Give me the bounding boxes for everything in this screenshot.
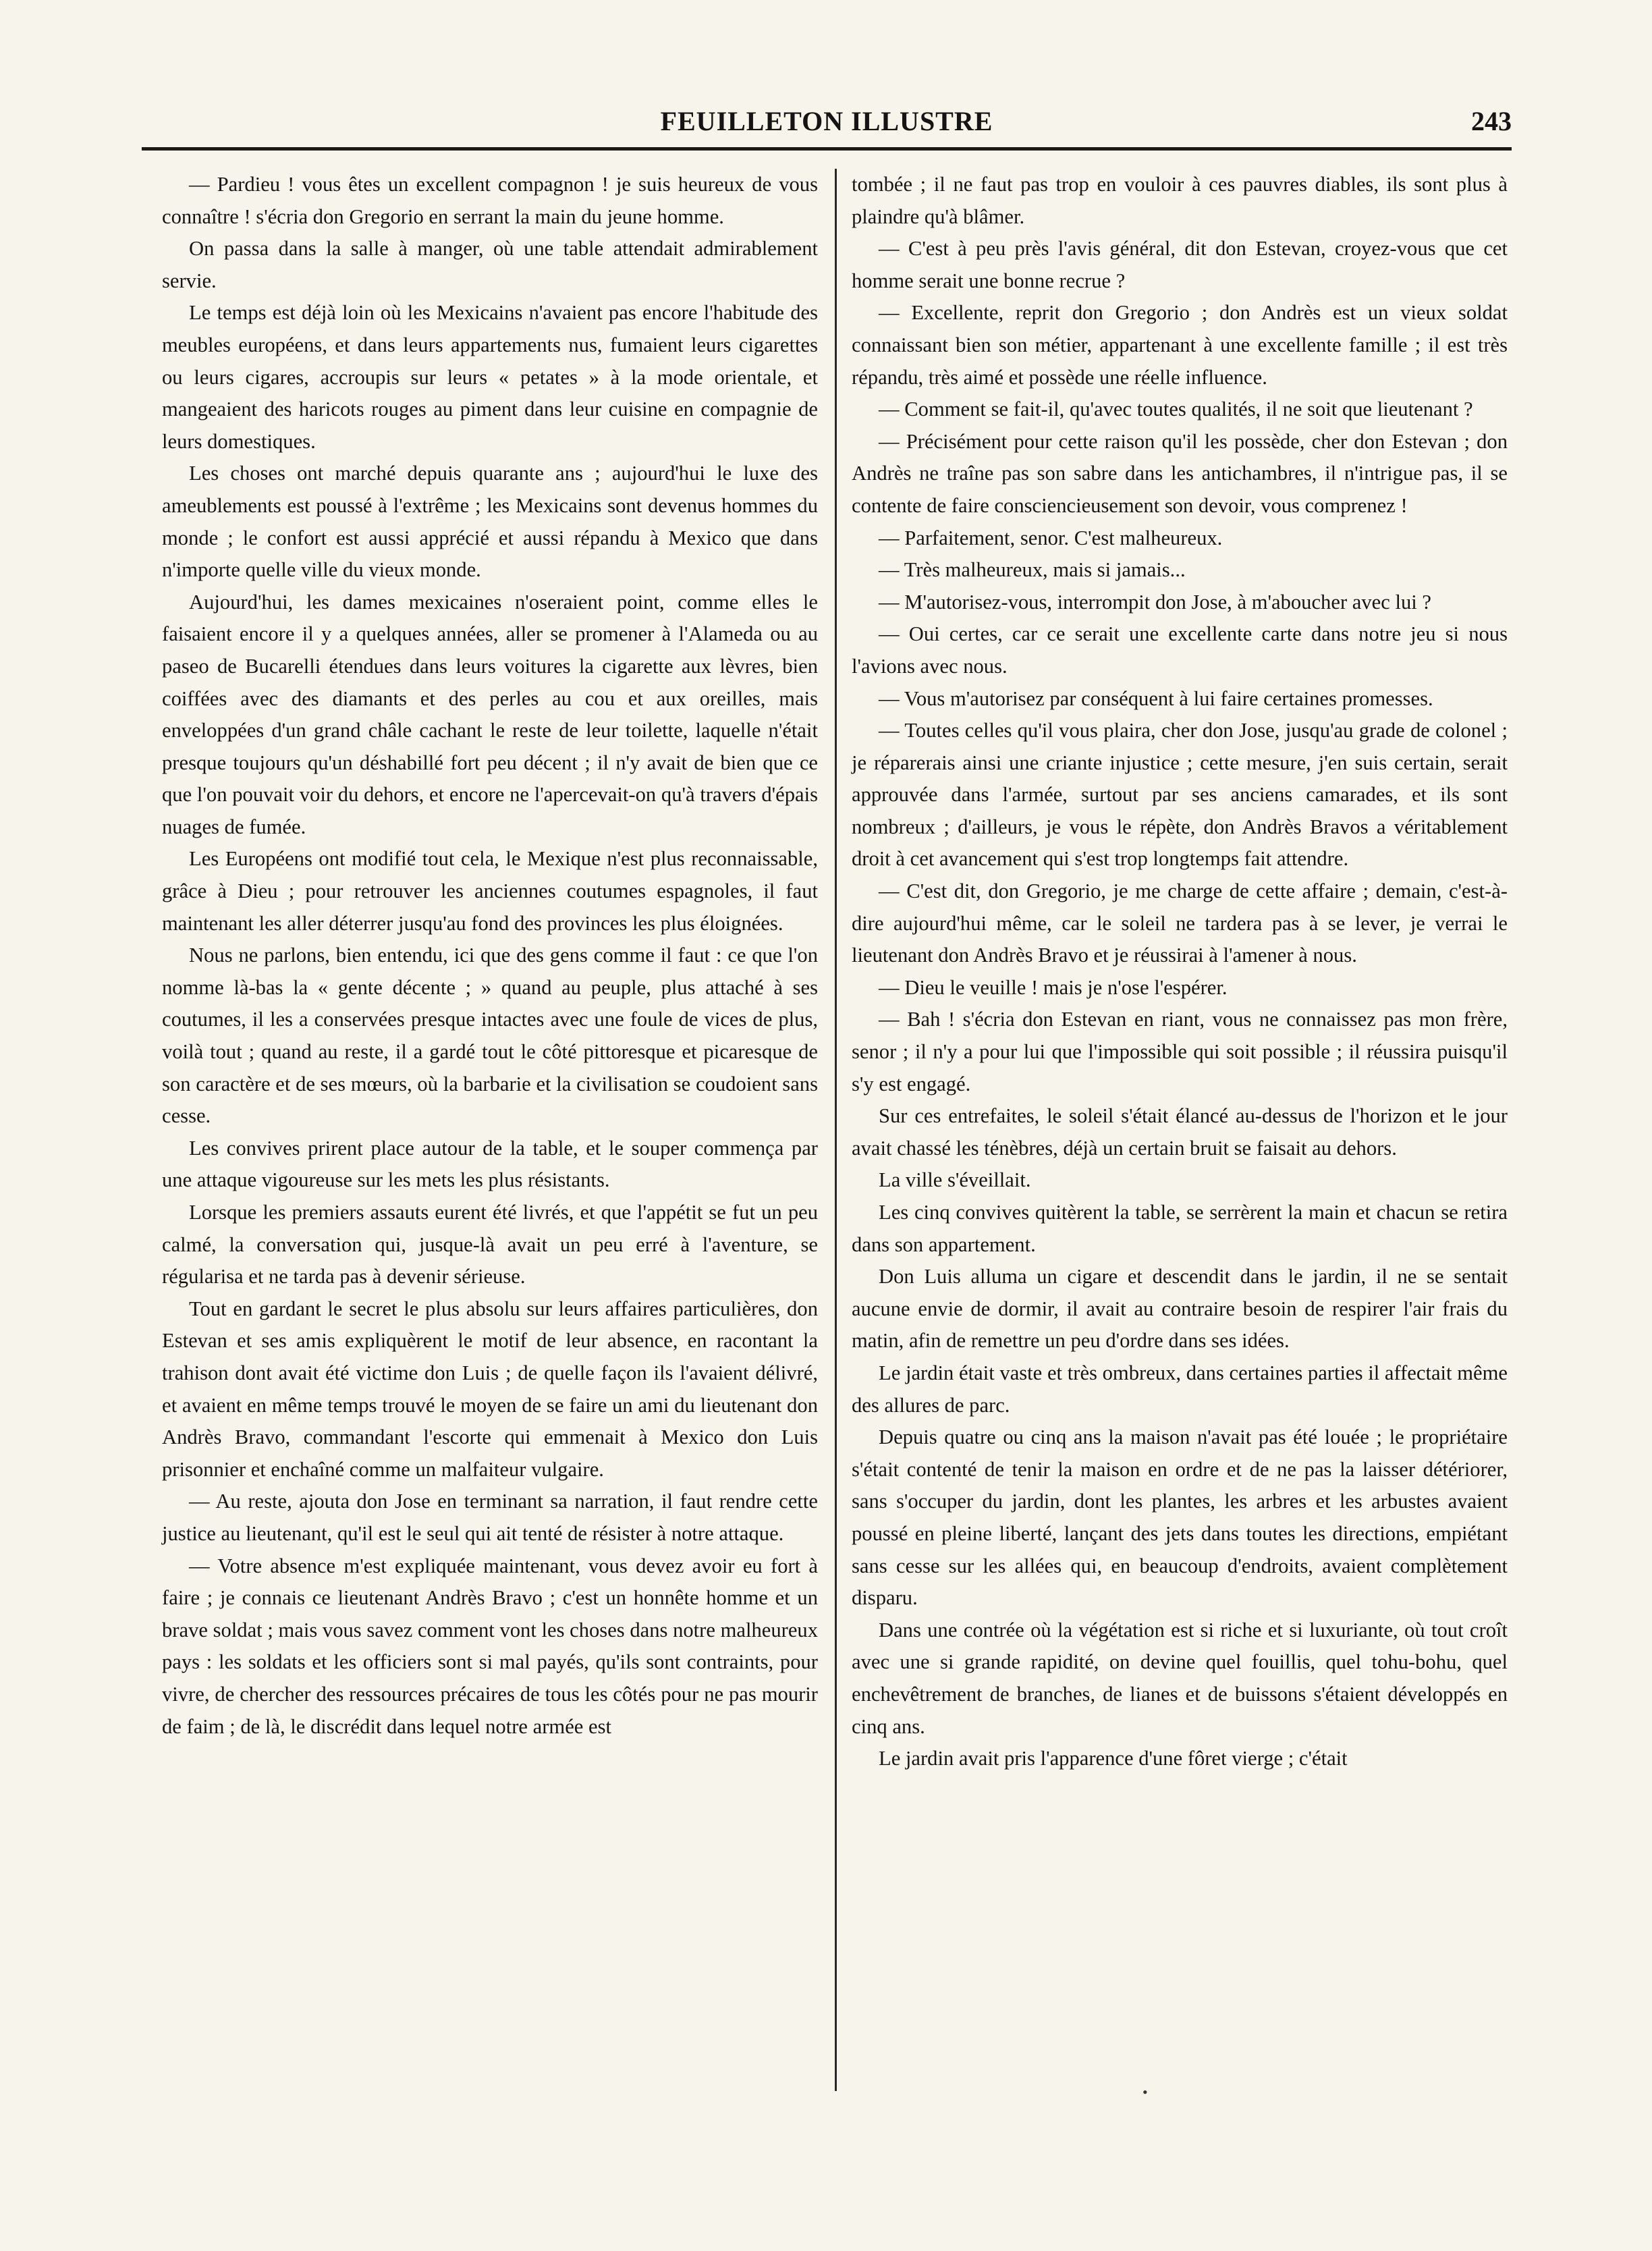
paragraph: Le jardin avait pris l'apparence d'une fôret vierge ; c'était [879, 1747, 1348, 1770]
paragraph: — M'autorisez-vous, interrompit don Jose, à m'aboucher avec lui ? [879, 590, 1431, 614]
paragraph: — Pardieu ! vous êtes un excellent compagnon ! je suis heureux de vous connaître ! s'écria don Gregorio en serrant la main du jeune homme. [162, 173, 818, 228]
paragraph: — Dieu le veuille ! mais je n'ose l'espérer. [879, 975, 1228, 999]
paragraph: — Bah ! s'écria don Estevan en riant, vous ne connaissez pas mon frère, senor ; il n'y a pour lui que l'impossible qui soit possible ; il réussira puisqu'il s'y est engagé. [852, 1008, 1508, 1095]
paragraph: La ville s'éveillait. [879, 1168, 1031, 1192]
paragraph: Don Luis alluma un cigare et descendit dans le jardin, il ne se sentait aucune envie de dormir, il avait au contraire besoin de respirer l'air frais du matin, afin de remettre un peu d'ordre dans ses idées. [852, 1265, 1508, 1353]
column-divider [835, 169, 837, 2091]
paragraph: — Toutes celles qu'il vous plaira, cher don Jose, jusqu'au grade de colonel ; je réparerais ainsi une criante injustice ; cette mesure, j'en suis certain, serait approuvée dans l'armée, surtout par ses anciens camarades, et ils sont nombreux ; d'ailleurs, je vous le répète, don Andrès Bravos a véritablement droit à cet avancement qui s'est trop longtemps fait attendre. [852, 719, 1508, 871]
header-rule [142, 147, 1512, 151]
paragraph: — Précisément pour cette raison qu'il les possède, cher don Estevan ; don Andrès ne traîne pas son sabre dans les antichambres, il n'intrigue pas, il se contente de faire consciencieusement son devoir, vous comprenez ! [852, 429, 1508, 517]
paragraph: — Comment se fait-il, qu'avec toutes qualités, il ne soit que lieutenant ? [879, 398, 1473, 421]
running-title: FEUILLETON ILLUSTRE [660, 106, 993, 136]
paragraph: Les Européens ont modifié tout cela, le Mexique n'est plus reconnaissable, grâce à Dieu ; pour retrouver les anciennes coutumes espagnoles, il faut maintenant les aller déterrer jusqu'au fond des provinces les plus éloignées. [162, 847, 818, 935]
paragraph: Lorsque les premiers assauts eurent été livrés, et que l'appétit se fut un peu calmé, la conversation qui, jusque-là avait un peu erré à l'aventure, se régularisa et ne tarda pas à devenir sérieuse. [162, 1201, 818, 1289]
paragraph: — Oui certes, car ce serait une excellente carte dans notre jeu si nous l'avions avec nous. [852, 622, 1508, 678]
paragraph: Tout en gardant le secret le plus absolu sur leurs affaires particulières, don Estevan et ses amis expliquèrent le motif de leur absence, en racontant la trahison dont avait été victime don Luis ; de quelle façon ils l'avaient délivré, et avaient en même temps trouvé le moyen de se faire un ami du lieutenant don Andrès Bravo, commandant l'escorte qui emmenait à Mexico don Luis prisonnier et enchaîné comme un malfaiteur vulgaire. [162, 1297, 818, 1481]
paragraph: Les convives prirent place autour de la table, et le souper commença par une attaque vigoureuse sur les mets les plus résistants. [162, 1136, 818, 1192]
page-header [142, 103, 1512, 140]
paragraph: tombée ; il ne faut pas trop en vouloir à ces pauvres diables, ils sont plus à plaindre qu'à blâmer. [852, 173, 1508, 228]
paragraph: Le temps est déjà loin où les Mexicains n'avaient pas encore l'habitude des meubles européens, et dans leurs appartements nus, fumaient leurs cigarettes ou leurs cigares, accroupis sur leurs « petates » à la mode orientale, et mangeaient des haricots rouges au piment dans leur cuisine en compagnie de leurs domestiques. [162, 301, 818, 453]
paragraph: — C'est à peu près l'avis général, dit don Estevan, croyez-vous que cet homme serait une bonne recrue ? [852, 237, 1508, 292]
paragraph: Le jardin était vaste et très ombreux, dans certaines parties il affectait même des allures de parc. [852, 1361, 1508, 1417]
right-column [852, 169, 1508, 1775]
paragraph: — Très malheureux, mais si jamais... [879, 558, 1186, 582]
bottom-dot-mark: • [1142, 2084, 1148, 2100]
paragraph: — Votre absence m'est expliquée maintenant, vous devez avoir eu fort à faire ; je connais ce lieutenant Andrès Bravo ; c'est un honnête homme et un brave soldat ; mais vous savez comment vont les choses dans notre malheureux pays : les soldats et les officiers sont si mal payés, qu'ils sont contraints, pour vivre, de chercher des ressources précaires de tous les côtés pour ne pas mourir de faim ; de là, le discrédit dans lequel notre armée est [162, 1554, 818, 1738]
paragraph: — C'est dit, don Gregorio, je me charge de cette affaire ; demain, c'est-à-dire aujourd'hui même, car le soleil ne tardera pas à se lever, je verrai le lieutenant don Andrès Bravo et je réussirai à l'amener à nous. [852, 879, 1508, 967]
paragraph: — Vous m'autorisez par conséquent à lui faire certaines promesses. [879, 686, 1433, 710]
paragraph: Sur ces entrefaites, le soleil s'était élancé au-dessus de l'horizon et le jour avait chassé les ténèbres, déjà un certain bruit se faisait au dehors. [852, 1104, 1508, 1160]
paragraph: On passa dans la salle à manger, où une table attendait admirablement servie. [162, 237, 818, 292]
paragraph: Les cinq convives quitèrent la table, se serrèrent la main et chacun se retira dans son appartement. [852, 1201, 1508, 1256]
paragraph: — Parfaitement, senor. C'est malheureux. [879, 526, 1223, 549]
page-number: 243 [1471, 106, 1512, 136]
paragraph: Nous ne parlons, bien entendu, ici que des gens comme il faut : ce que l'on nomme là-bas la « gente décente ; » quand au peuple, plus attaché à ses coutumes, il les a conservées presque intactes avec une foule de vices de plus, voilà tout ; quand au reste, il a gardé tout le côté pittoresque et picaresque de son caractère et de ses mœurs, où la barbarie et la civilisation se coudoient sans cesse. [162, 944, 818, 1128]
paragraph: Aujourd'hui, les dames mexicaines n'oseraient point, comme elles le faisaient encore il y a quelques années, aller se promener à l'Alameda ou au paseo de Bucarelli étendues dans leurs voitures la cigarette aux lèvres, bien coiffées avec des diamants et des perles au cou et aux oreilles, mais enveloppées d'un grand châle cachant le reste de leur toilette, laquelle n'était presque toujours qu'un déshabillé fort peu décent ; il n'y avait de bien que ce que l'on pouvait voir du dehors, et encore ne l'apercevait-on qu'à travers d'épais nuages de fumée. [162, 590, 818, 838]
left-column [162, 169, 818, 1743]
paragraph: — Au reste, ajouta don Jose en terminant sa narration, il faut rendre cette justice au lieutenant, qu'il est le seul qui ait tenté de résister à notre attaque. [162, 1490, 818, 1545]
paragraph: Depuis quatre ou cinq ans la maison n'avait pas été louée ; le propriétaire s'était contenté de tenir la maison en ordre et de ne pas la laisser détériorer, sans s'occuper du jardin, dont les plantes, les arbres et les arbustes avaient poussé en pleine liberté, lançant des jets dans toutes les directions, empiétant sans cesse sur les allées qui, en beaucoup d'endroits, avaient complètement disparu. [852, 1426, 1508, 1610]
paragraph: Les choses ont marché depuis quarante ans ; aujourd'hui le luxe des ameublements est poussé à l'extrême ; les Mexicains sont devenus hommes du monde ; le confort est aussi apprécié et aussi répandu à Mexico que dans n'importe quelle ville du vieux monde. [162, 462, 818, 582]
paragraph: Dans une contrée où la végétation est si riche et si luxuriante, où tout croît avec une si grande rapidité, on devine quel fouillis, quel tohu-bohu, quel enchevêtrement de branches, de lianes et de buissons s'étaient développés en cinq ans. [852, 1618, 1508, 1738]
paragraph: — Excellente, reprit don Gregorio ; don Andrès est un vieux soldat connaissant bien son métier, appartenant à une excellente famille ; il est très répandu, très aimé et possède une réelle influence. [852, 301, 1508, 389]
